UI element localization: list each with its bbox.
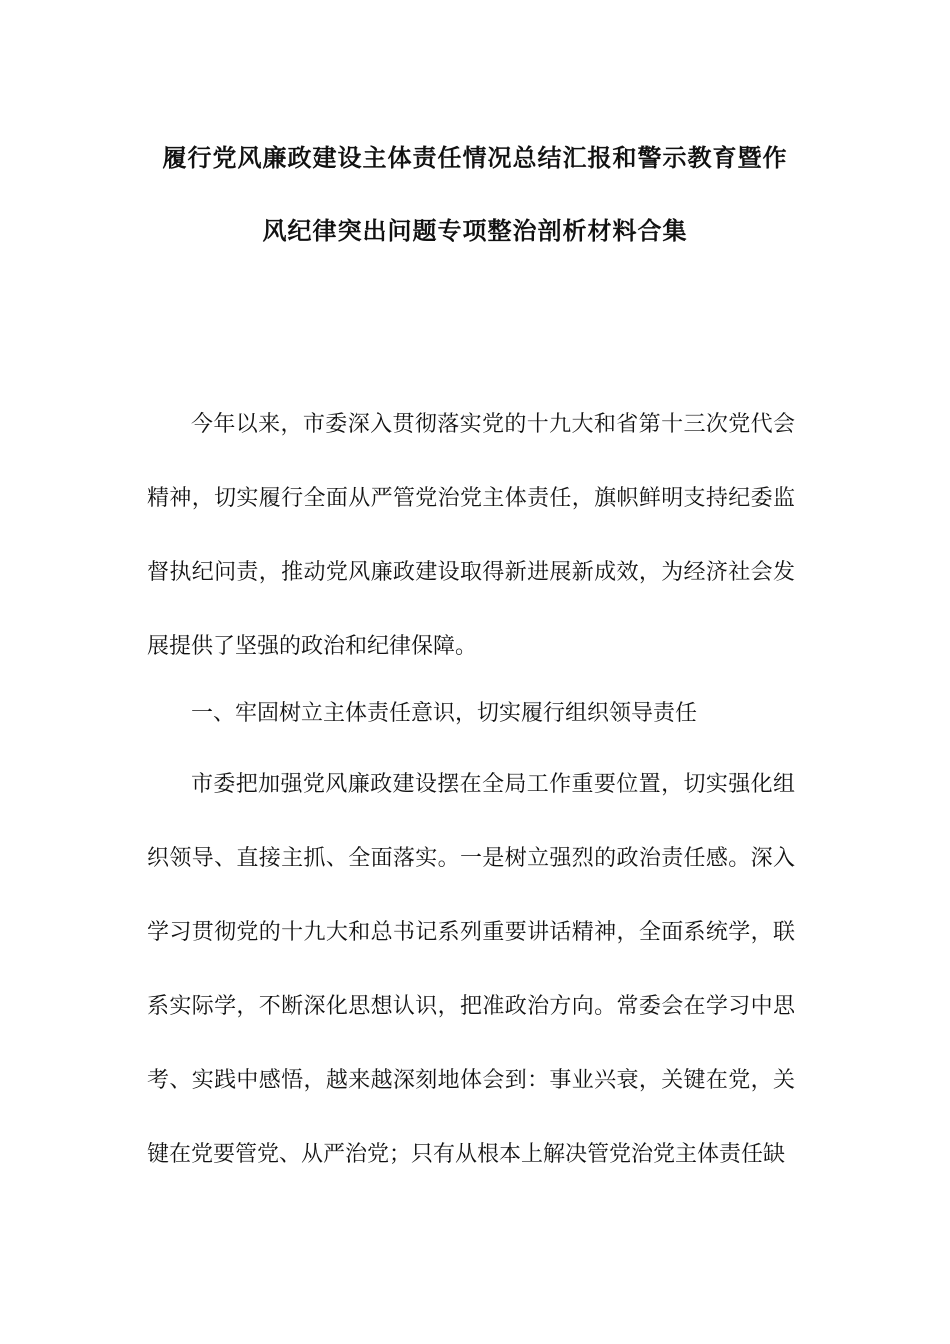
document-body (147, 388, 795, 1192)
document-title-line-1: 履行党风廉政建设主体责任情况总结汇报和警示教育暨作 (162, 143, 788, 172)
section-heading-1: 一、牢固树立主体责任意识，切实履行组织领导责任 (191, 701, 698, 726)
section-1-paragraph: 市委把加强党风廉政建设摆在全局工作重要位置，切实强化组织领导、直接主抓、全面落实。一是树立强烈的政治责任感。深入学习贯彻党的十九大和总书记系列重要讲话精神，全面系统学，联系实际学，不断深化思想认识，把准政治方向。常委会在学习中思考、实践中感悟，越来越深刻地体会到：事业兴衰，关键在党，关键在党要管党、从严治党；只有从根本上解决管党治党主体责任缺 (147, 772, 795, 1167)
document-title-line-2: 风纪律突出问题专项整治剖析材料合集 (262, 216, 688, 245)
intro-paragraph: 今年以来，市委深入贯彻落实党的十九大和省第十三次党代会精神，切实履行全面从严管党治党主体责任，旗帜鲜明支持纪委监督执纪问责，推动党风廉政建设取得新进展新成效，为经济社会发展提供了坚强的政治和纪律保障。 (147, 412, 795, 659)
